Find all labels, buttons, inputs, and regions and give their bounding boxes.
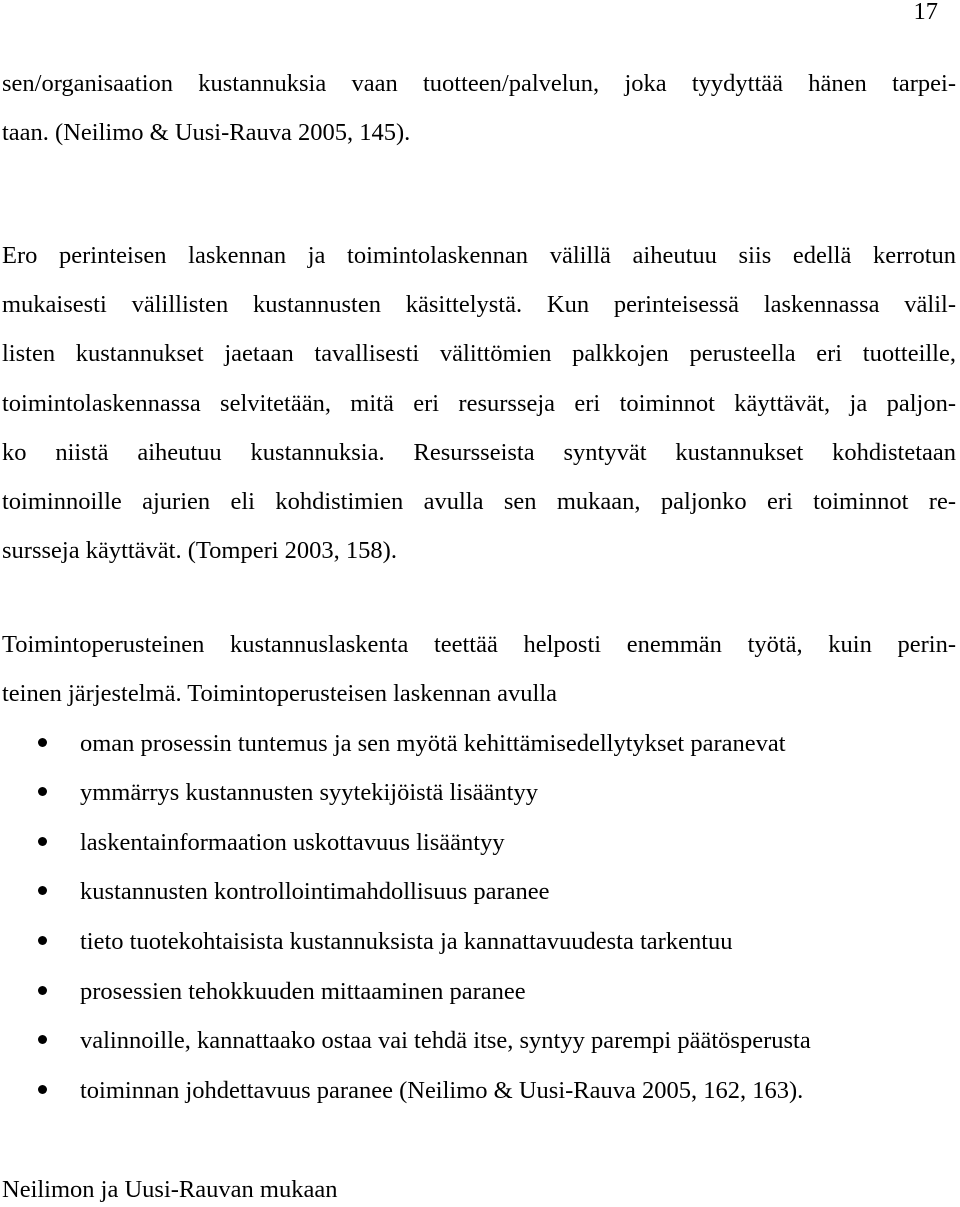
bullet-icon: [38, 986, 47, 995]
section-heading: Neilimon ja Uusi-Rauvan mukaan: [2, 1176, 338, 1203]
list-item-text: prosessien tehokkuuden mittaaminen paranee: [80, 978, 526, 1005]
bullet-icon: [38, 787, 47, 796]
page-number: 17: [913, 0, 938, 25]
list-item: [38, 977, 526, 1007]
bullet-icon: [38, 886, 47, 895]
paragraph-2-line-3: listen kustannukset jaetaan tavallisesti välittömien palkkojen perusteella eri tuotteille,: [2, 340, 956, 367]
bullet-icon: [38, 1085, 47, 1094]
paragraph-2-line-2: mukaisesti välillisten kustannusten käsittelystä. Kun perinteisessä laskennassa välil-: [2, 291, 956, 318]
list-item-text: laskentainformaation uskottavuus lisääntyy: [80, 829, 505, 856]
paragraph-2-line-6: toiminnoille ajurien eli kohdistimien avulla sen mukaan, paljonko eri toiminnot re-: [2, 488, 956, 515]
list-item-text: tieto tuotekohtaisista kustannuksista ja kannattavuudesta tarkentuu: [80, 928, 733, 955]
list-item: [38, 1076, 803, 1106]
bullet-icon: [38, 1035, 47, 1044]
list-item-text: toiminnan johdettavuus paranee (Neilimo & Uusi-Rauva 2005, 162, 163).: [80, 1077, 804, 1104]
bullet-icon: [38, 936, 47, 945]
paragraph-2-line-4: toimintolaskennassa selvitetään, mitä eri resursseja eri toiminnot käyttävät, ja paljon-: [2, 390, 956, 417]
list-item-text: oman prosessin tuntemus ja sen myötä kehittämisedellytykset paranevat: [80, 730, 786, 757]
paragraph-2-line-7: sursseja käyttävät. (Tomperi 2003, 158).: [2, 537, 397, 564]
paragraph-1-line-1: sen/organisaation kustannuksia vaan tuotteen/palvelun, joka tyydyttää hänen tarpei-: [2, 70, 956, 97]
list-item: [38, 877, 550, 907]
bullet-icon: [38, 837, 47, 846]
paragraph-2-line-5: ko niistä aiheutuu kustannuksia. Resursseista syntyvät kustannukset kohdistetaan: [2, 439, 956, 466]
list-item-text: kustannusten kontrollointimahdollisuus paranee: [80, 878, 550, 905]
paragraph-3-line-1: Toimintoperusteinen kustannuslaskenta teettää helposti enemmän työtä, kuin perin-: [2, 631, 956, 658]
paragraph-2-line-1: Ero perinteisen laskennan ja toimintolaskennan välillä aiheutuu siis edellä kerrotun: [2, 242, 956, 269]
list-item: [38, 1026, 811, 1056]
list-item-text: ymmärrys kustannusten syytekijöistä lisääntyy: [80, 779, 538, 806]
bullet-icon: [38, 738, 47, 747]
list-item: [38, 778, 538, 808]
list-item: [38, 828, 505, 858]
paragraph-3-line-2: teinen järjestelmä. Toimintoperusteisen laskennan avulla: [2, 680, 558, 707]
list-item: [38, 729, 786, 759]
paragraph-1-line-2: taan. (Neilimo & Uusi-Rauva 2005, 145).: [2, 119, 411, 146]
list-item-text: valinnoille, kannattaako ostaa vai tehdä itse, syntyy parempi päätösperusta: [80, 1027, 811, 1054]
list-item: [38, 927, 733, 957]
